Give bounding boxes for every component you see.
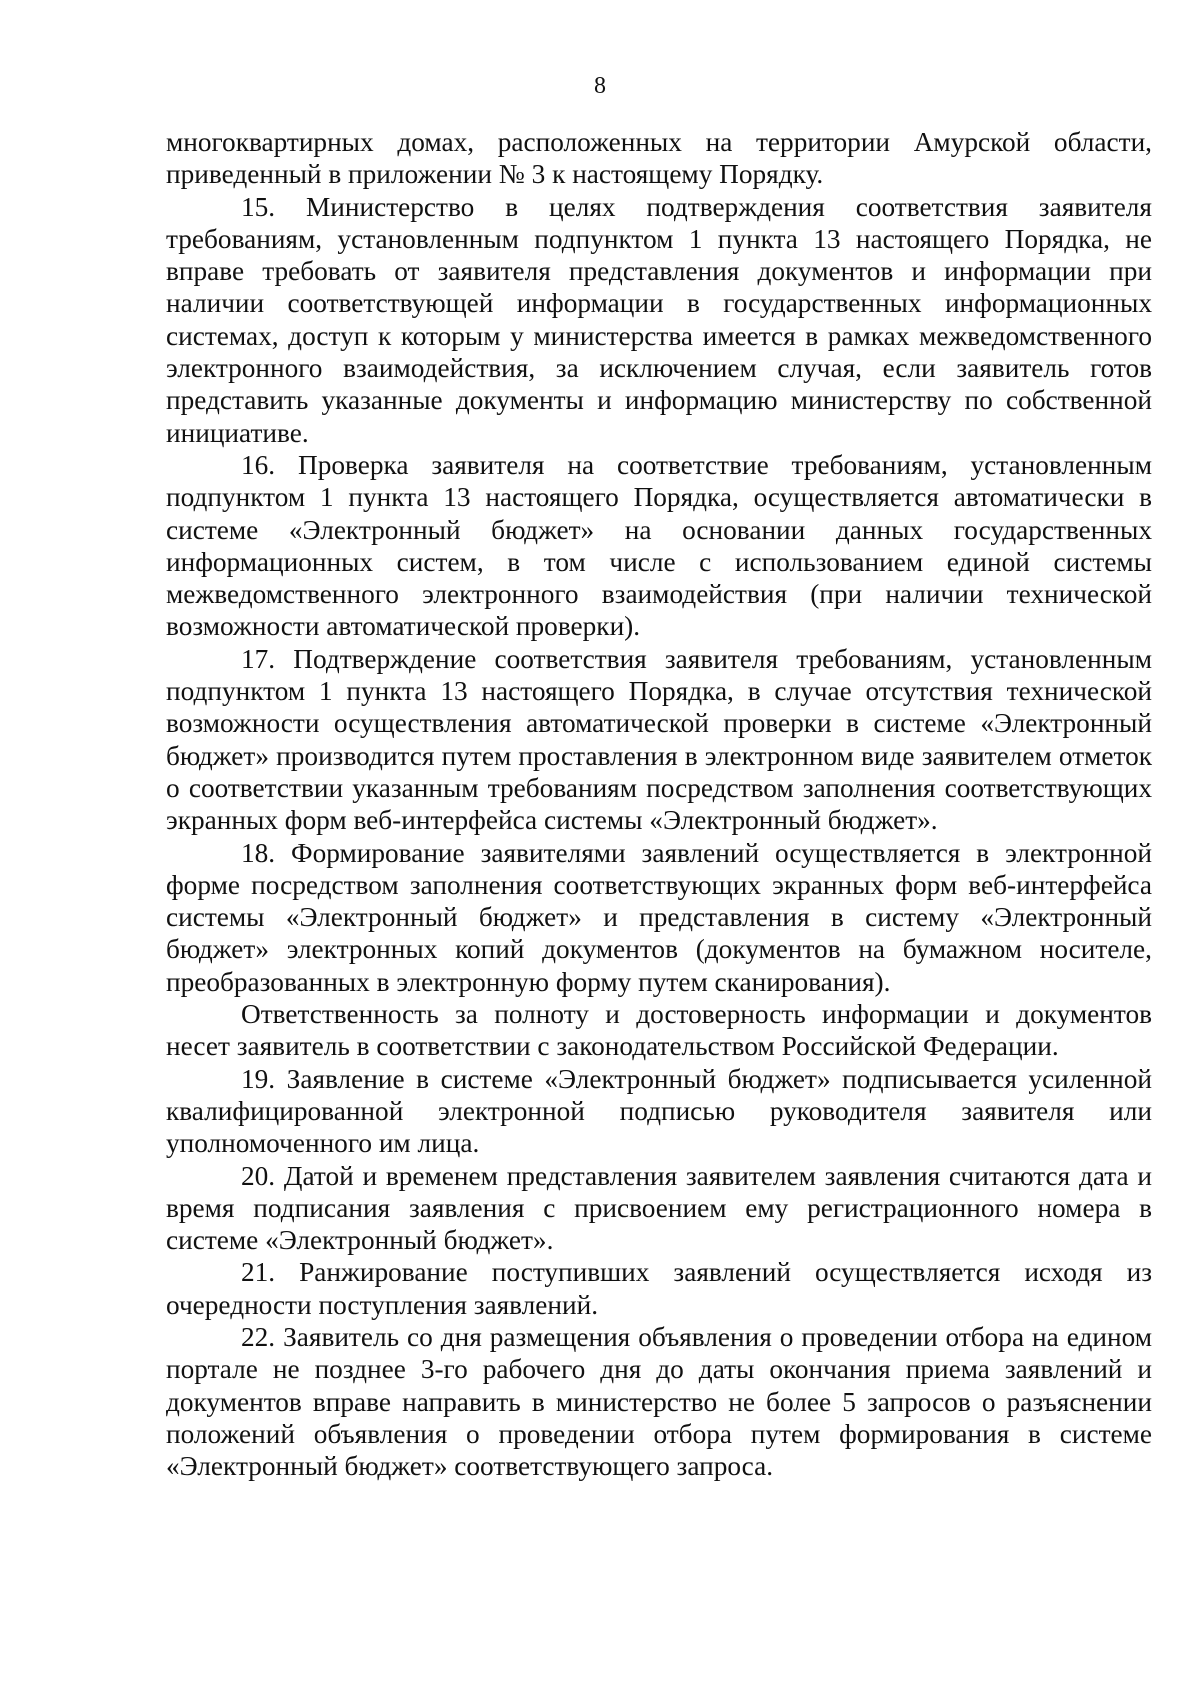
paragraph-22: 22. Заявитель со дня размещения объявления о проведении отбора на едином портале не позднее 3-го рабочего дня до даты окончания приема заявлений и документов вправе направить в министерство не более 5 запросов о разъяснении положений объявления о проведении отбора путем формирования в системе «Электронный бюджет» соответствующего запроса.: [166, 1321, 1152, 1482]
paragraph-continuation: многоквартирных домах, расположенных на территории Амурской области, приведенный в приложении № 3 к настоящему Порядку.: [166, 127, 1152, 190]
document-body: [166, 126, 1152, 1482]
paragraph-20: 20. Датой и временем представления заявителем заявления считаются дата и время подписания заявления с присвоением ему регистрационного номера в системе «Электронный бюджет».: [166, 1160, 1152, 1256]
paragraph-21: 21. Ранжирование поступивших заявлений осуществляется исходя из очередности поступления заявлений.: [166, 1257, 1152, 1320]
paragraph-17: 17. Подтверждение соответствия заявителя требованиям, установленным подпунктом 1 пункта 13 настоящего Порядка, в случае отсутствия технической возможности осуществления автоматической проверки в системе «Электронный бюджет» производится путем проставления в электронном виде заявителем отметок о соответствии указанным требованиям посредством заполнения соответствующих экранных форм веб-интерфейса системы «Электронный бюджет».: [166, 643, 1152, 836]
page-number: 8: [594, 73, 606, 99]
paragraph-18-responsibility: Ответственность за полноту и достоверность информации и документов несет заявитель в соответствии с законодательством Российской Федерации.: [166, 999, 1152, 1062]
paragraph-19: 19. Заявление в системе «Электронный бюджет» подписывается усиленной квалифицированной электронной подписью руководителя заявителя или уполномоченного им лица.: [166, 1063, 1152, 1159]
paragraph-18: 18. Формирование заявителями заявлений осуществляется в электронной форме посредством заполнения соответствующих экранных форм веб-интерфейса системы «Электронный бюджет» и представления в систему «Электронный бюджет» электронных копий документов (документов на бумажном носителе, преобразованных в электронную форму путем сканирования).: [166, 837, 1152, 997]
paragraph-15: 15. Министерство в целях подтверждения соответствия заявителя требованиям, установленным подпунктом 1 пункта 13 настоящего Порядка, не вправе требовать от заявителя представления документов и информации при наличии соответствующей информации в государственных информационных системах, доступ к которым у министерства имеется в рамках межведомственного электронного взаимодействия, за исключением случая, если заявитель готов представить указанные документы и информацию министерству по собственной инициативе.: [166, 191, 1152, 448]
paragraph-16: 16. Проверка заявителя на соответствие требованиям, установленным подпунктом 1 пункта 13 настоящего Порядка, осуществляется автоматически в системе «Электронный бюджет» на основании данных государственных информационных систем, в том числе с использованием единой системы межведомственного электронного взаимодействия (при наличии технической возможности автоматической проверки).: [166, 449, 1152, 642]
